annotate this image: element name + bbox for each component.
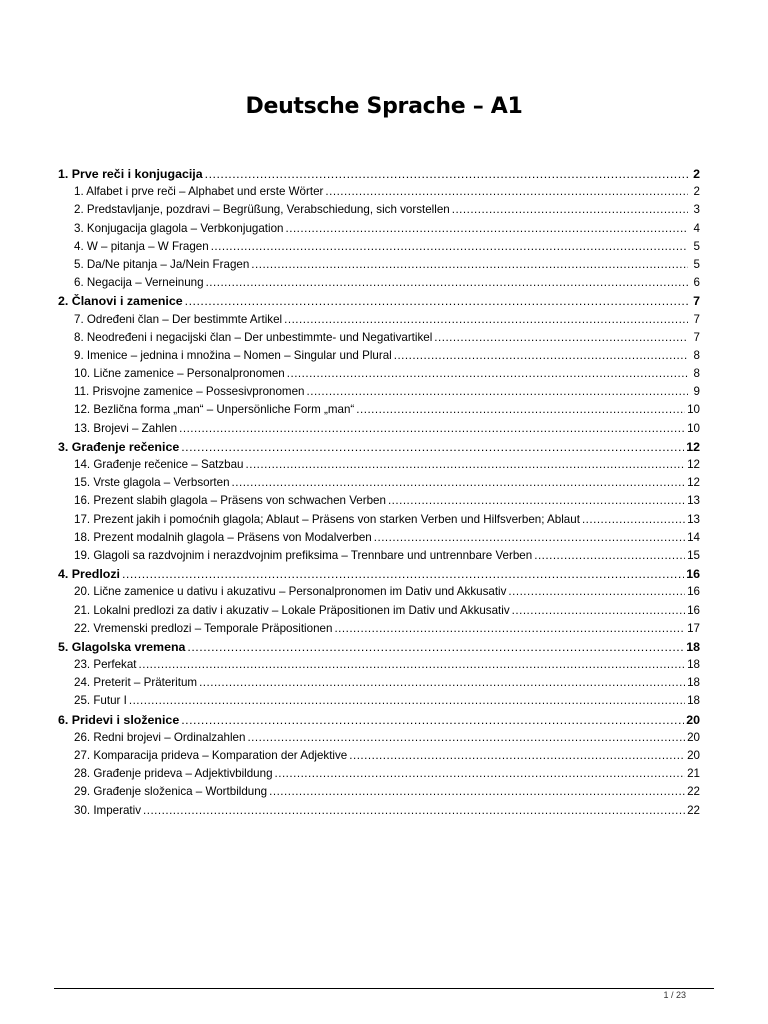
toc-section-entry[interactable] (58, 674, 700, 692)
toc-entry-page: 6 (693, 276, 700, 290)
toc-entry-page: 16 (687, 585, 700, 599)
toc-entry-label: 6. Negacija – Verneinung (74, 276, 204, 290)
toc-entry-page: 10 (687, 421, 700, 435)
toc-section-entry[interactable] (58, 765, 700, 783)
toc-entry-label: 3. Građenje rečenice (58, 439, 180, 454)
toc-entry-page: 10 (687, 403, 700, 417)
toc-section-entry[interactable] (58, 492, 700, 510)
toc-entry-label: 30. Imperativ (74, 803, 142, 817)
toc-section-entry[interactable] (58, 656, 700, 674)
toc-entry-page: 12 (686, 439, 700, 454)
toc-section-entry[interactable] (58, 183, 700, 201)
toc-entry-label: 12. Bezlična forma „man“ – Unpersönliche Form „man“ (74, 403, 355, 417)
toc-dot-leader (512, 602, 685, 620)
toc-dot-leader (199, 674, 685, 692)
toc-chapter-entry[interactable] (58, 638, 700, 656)
toc-dot-leader (349, 747, 685, 765)
toc-section-entry[interactable] (58, 620, 700, 638)
toc-dot-leader (434, 329, 688, 347)
toc-dot-leader (286, 220, 689, 238)
toc-entry-page: 4 (693, 221, 700, 235)
toc-section-entry[interactable] (58, 220, 700, 238)
toc-entry-page: 21 (687, 767, 700, 781)
toc-section-entry[interactable] (58, 583, 700, 601)
toc-section-entry[interactable] (58, 238, 700, 256)
toc-entry-label: 21. Lokalni predlozi za dativ i akuzativ – Lokale Präpositionen im Dativ und Akkusativ (74, 603, 510, 617)
toc-entry-label: 19. Glagoli sa razdvojnim i nerazdvojnim prefiksima – Trennbare und untrennbare Verben (74, 548, 533, 562)
toc-entry-label: 5. Da/Ne pitanja – Ja/Nein Fragen (74, 257, 250, 271)
toc-section-entry[interactable] (58, 365, 700, 383)
page-title: Deutsche Sprache – A1 (245, 94, 523, 119)
toc-dot-leader (206, 274, 688, 292)
toc-entry-page: 16 (686, 567, 700, 582)
toc-entry-page: 3 (693, 203, 700, 217)
toc-entry-page: 5 (693, 239, 700, 253)
toc-entry-page: 16 (687, 603, 700, 617)
toc-entry-page: 8 (693, 367, 700, 381)
toc-section-entry[interactable] (58, 311, 700, 329)
toc-section-entry[interactable] (58, 383, 700, 401)
toc-entry-label: 25. Futur I (74, 694, 127, 708)
toc-dot-leader (139, 656, 686, 674)
toc-entry-label: 20. Lične zamenice u dativu i akuzativu – Personalpronomen im Dativ und Akkusativ (74, 585, 507, 599)
toc-dot-leader (325, 183, 688, 201)
toc-section-entry[interactable] (58, 420, 700, 438)
toc-entry-label: 23. Perfekat (74, 658, 137, 672)
toc-section-entry[interactable] (58, 602, 700, 620)
toc-chapter-entry[interactable] (58, 165, 700, 183)
toc-section-entry[interactable] (58, 783, 700, 801)
toc-entry-page: 7 (693, 312, 700, 326)
toc-entry-page: 18 (687, 676, 700, 690)
toc-chapter-entry[interactable] (58, 292, 700, 310)
toc-entry-label: 18. Prezent modalnih glagola – Präsens von Modalverben (74, 530, 372, 544)
toc-dot-leader (181, 711, 684, 729)
toc-entry-label: 16. Prezent slabih glagola – Präsens von schwachen Verben (74, 494, 386, 508)
toc-dot-leader (269, 783, 685, 801)
toc-dot-leader (452, 201, 688, 219)
toc-entry-label: 4. W – pitanja – W Fragen (74, 239, 209, 253)
toc-entry-label: 17. Prezent jakih i pomoćnih glagola; Ablaut – Präsens von starken Verben und Hilfsverben; Ablaut (74, 512, 580, 526)
toc-section-entry[interactable] (58, 474, 700, 492)
toc-dot-leader (122, 565, 684, 583)
toc-entry-label: 27. Komparacija prideva – Komparation der Adjektive (74, 749, 348, 762)
toc-dot-leader (508, 583, 685, 601)
toc-entry-label: 6. Pridevi i složenice (58, 712, 180, 727)
toc-entry-page: 17 (687, 621, 700, 635)
toc-entry-label: 1. Prve reči i konjugacija (58, 167, 203, 181)
toc-entry-page: 18 (686, 639, 700, 654)
toc-entry-page: 2 (693, 185, 700, 199)
toc-section-entry[interactable] (58, 201, 700, 219)
toc-entry-label: 29. Građenje složenica – Wortbildung (74, 785, 268, 799)
toc-entry-label: 15. Vrste glagola – Verbsorten (74, 476, 230, 490)
toc-entry-label: 14. Građenje rečenice – Satzbau (74, 458, 244, 471)
toc-entry-page: 12 (687, 476, 700, 490)
toc-section-entry[interactable] (58, 529, 700, 547)
toc-entry-page: 20 (686, 712, 700, 727)
toc-entry-page: 18 (687, 658, 700, 672)
toc-entry-page: 18 (687, 694, 700, 708)
toc-entry-label: 2. Članovi i zamenice (58, 294, 183, 309)
toc-entry-page: 7 (693, 294, 700, 309)
toc-entry-page: 22 (687, 803, 700, 817)
toc-dot-leader (534, 547, 685, 565)
toc-dot-leader (284, 311, 688, 329)
toc-entry-page: 7 (693, 330, 700, 344)
toc-entry-page: 9 (693, 385, 700, 399)
toc-dot-leader (247, 729, 685, 747)
toc-dot-leader (179, 420, 685, 438)
toc-section-entry[interactable] (58, 329, 700, 347)
toc-dot-leader (232, 474, 686, 492)
footer-divider (54, 988, 714, 989)
toc-entry-label: 1. Alfabet i prve reči – Alphabet und erste Wörter (74, 185, 324, 199)
toc-entry-page: 5 (693, 257, 700, 271)
toc-dot-leader (334, 620, 685, 638)
toc-entry-page: 13 (687, 512, 700, 526)
toc-section-entry[interactable] (58, 511, 700, 529)
toc-entry-page: 15 (687, 548, 700, 562)
toc-entry-page: 20 (687, 730, 700, 744)
toc-entry-label: 4. Predlozi (58, 567, 120, 582)
toc-section-entry[interactable] (58, 456, 700, 474)
toc-section-entry[interactable] (58, 274, 700, 292)
toc-section-entry[interactable] (58, 256, 700, 274)
toc-chapter-entry[interactable] (58, 438, 700, 456)
toc-entry-label: 8. Neodređeni i negacijski član – Der unbestimmte- und Negativartikel (74, 330, 433, 344)
toc-entry-page: 8 (693, 348, 700, 362)
toc-entry-label: 11. Prisvojne zamenice – Possesivpronomen (74, 385, 305, 399)
toc-dot-leader (307, 383, 689, 401)
toc-entry-label: 26. Redni brojevi – Ordinalzahlen (74, 730, 246, 744)
toc-section-entry[interactable] (58, 347, 700, 365)
toc-dot-leader (251, 256, 688, 274)
toc-section-entry[interactable] (58, 729, 700, 747)
toc-section-entry[interactable] (58, 747, 700, 765)
toc-dot-leader (187, 638, 684, 656)
toc-entry-label: 10. Lične zamenice – Personalpronomen (74, 367, 285, 381)
toc-dot-leader (181, 438, 684, 456)
toc-dot-leader (211, 238, 688, 256)
page-number: 1 / 23 (663, 990, 686, 1000)
toc-dot-leader (129, 692, 685, 710)
toc-entry-label: 7. Određeni član – Der bestimmte Artikel (74, 312, 283, 326)
toc-dot-leader (246, 456, 686, 474)
table-of-contents (58, 165, 700, 820)
toc-entry-page: 22 (687, 785, 700, 799)
toc-entry-page: 14 (687, 530, 700, 544)
toc-entry-page: 12 (687, 458, 700, 471)
toc-dot-leader (205, 165, 688, 183)
toc-entry-page: 13 (687, 494, 700, 508)
toc-entry-page: 20 (687, 749, 700, 762)
toc-entry-label: 9. Imenice – jednina i množina – Nomen – Singular und Plural (74, 348, 392, 362)
toc-dot-leader (582, 511, 685, 529)
toc-entry-label: 2. Predstavljanje, pozdravi – Begrüßung, Verabschiedung, sich vorstellen (74, 203, 450, 217)
toc-dot-leader (185, 292, 688, 310)
toc-dot-leader (394, 347, 688, 365)
toc-dot-leader (275, 765, 686, 783)
toc-dot-leader (374, 529, 685, 547)
toc-entry-page: 2 (693, 167, 700, 181)
toc-section-entry[interactable] (58, 547, 700, 565)
toc-entry-label: 3. Konjugacija glagola – Verbkonjugation (74, 221, 284, 235)
toc-entry-label: 5. Glagolska vremena (58, 639, 186, 654)
toc-dot-leader (143, 802, 685, 820)
toc-entry-label: 28. Građenje prideva – Adjektivbildung (74, 767, 273, 781)
toc-entry-label: 13. Brojevi – Zahlen (74, 421, 178, 435)
toc-section-entry[interactable] (58, 401, 700, 419)
toc-entry-label: 22. Vremenski predlozi – Temporale Präpositionen (74, 621, 333, 635)
toc-dot-leader (356, 401, 685, 419)
toc-chapter-entry[interactable] (58, 711, 700, 729)
toc-dot-leader (388, 492, 685, 510)
toc-entry-label: 24. Preterit – Präteritum (74, 676, 198, 690)
toc-section-entry[interactable] (58, 692, 700, 710)
toc-dot-leader (287, 365, 688, 383)
toc-chapter-entry[interactable] (58, 565, 700, 583)
toc-section-entry[interactable] (58, 802, 700, 820)
